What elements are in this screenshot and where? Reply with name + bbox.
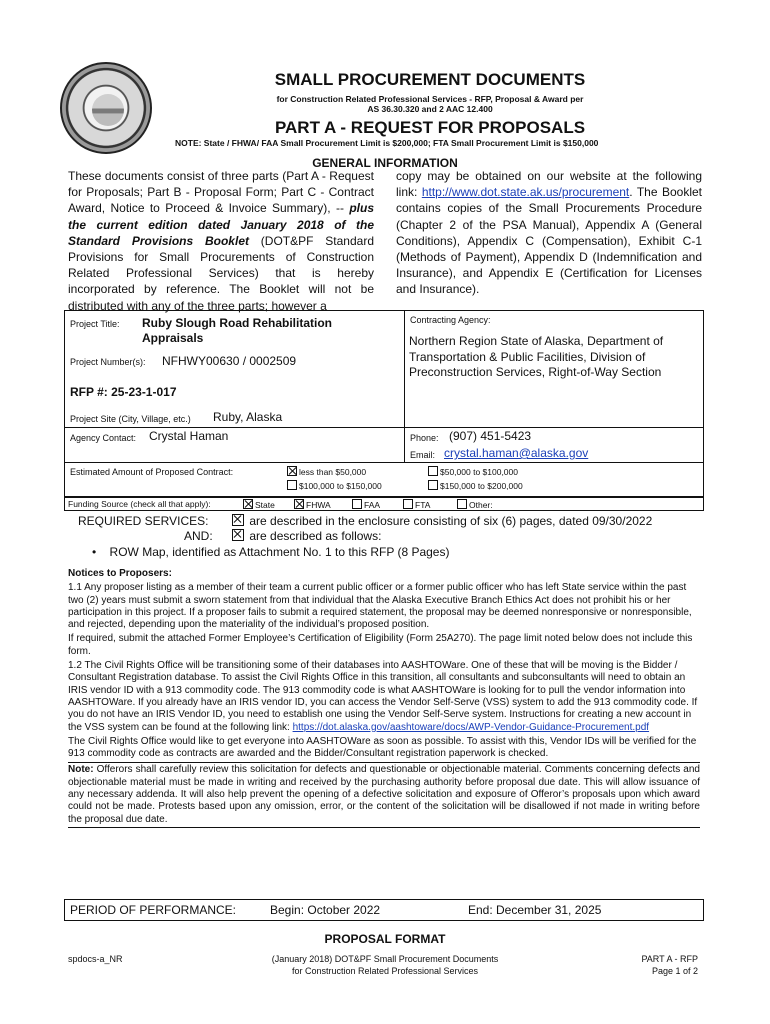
row-divider xyxy=(64,427,704,428)
project-number-label: Project Number(s): xyxy=(70,357,146,367)
project-title-value: Ruby Slough Road Rehabilitation xyxy=(142,316,332,330)
notice-paragraph: The Civil Rights Office would like to get everyone into AASHTOWare as soon as possible. To assist with this, Vendor IDs will be verified for the 913 commodity code as contracts are awarded and the Bidder/Consultant registration paperwork is checked. xyxy=(68,735,697,760)
agency-contact-value: Crystal Haman xyxy=(149,429,229,443)
funding-faa[interactable] xyxy=(352,499,380,510)
services-enclosure-text: are described in the enclosure consisting of six (6) pages, dated 09/30/2022 xyxy=(249,514,653,528)
procurement-link[interactable]: http://www.dot.state.ak.us/procurement xyxy=(421,185,630,200)
agency-contact-label: Agency Contact: xyxy=(70,433,137,443)
document-title: SMALL PROCUREMENT DOCUMENTS xyxy=(274,70,586,89)
checkbox[interactable] xyxy=(457,499,467,509)
part-title: PART A - REQUEST FOR PROPOSALS xyxy=(274,118,586,137)
funding-state[interactable] xyxy=(243,499,275,510)
services-enclosure[interactable] xyxy=(232,514,652,528)
general-info-right-column xyxy=(396,168,702,298)
notices-section xyxy=(68,568,700,828)
checkbox-checked[interactable] xyxy=(243,499,253,509)
estimate-option-4[interactable] xyxy=(428,480,523,491)
funding-option-label: State xyxy=(255,500,275,510)
checkbox[interactable] xyxy=(287,480,297,490)
estimate-option-3[interactable] xyxy=(287,480,382,491)
proposal-format-heading: PROPOSAL FORMAT xyxy=(324,932,446,946)
contracting-agency-value: Northern Region State of Alaska, Department of Transportation & Public Facilities, Division of Preconstruction Services, Right-of-Way Section xyxy=(409,334,664,379)
rfp-number: RFP #: 25-23-1-017 xyxy=(70,385,177,399)
service-bullet-text: ROW Map, identified as Attachment No. 1 to this RFP (8 Pages) xyxy=(109,545,450,559)
services-described[interactable] xyxy=(232,529,381,543)
vendor-guidance-link[interactable]: https://dot.alaska.gov/aashtoware/docs/AWP-Vendor-Guidance-Procurement.pdf xyxy=(292,721,650,733)
estimate-option-label: less than $50,000 xyxy=(299,467,367,477)
period-end: End: December 31, 2025 xyxy=(468,903,602,917)
project-title-value-2: Appraisals xyxy=(142,331,204,345)
row-divider xyxy=(64,462,704,463)
service-bullet: • ROW Map, identified as Attachment No. 1 to this RFP (8 Pages) xyxy=(92,545,450,559)
funding-option-label: Other: xyxy=(469,500,493,510)
checkbox[interactable] xyxy=(352,499,362,509)
checkbox[interactable] xyxy=(403,499,413,509)
offeror-note xyxy=(68,762,700,827)
general-info-left-column xyxy=(68,168,374,314)
checkbox-checked[interactable] xyxy=(232,514,244,526)
document-subtitle-2: AS 36.30.320 and 2 AAC 12.400 xyxy=(367,104,493,114)
general-text: . The Booklet contains copies of the Small Procurements Procedure (Chapter 2 of the PSA Manual), Appendix A (General Conditions), Appendix C (Compensation), Exhibit C-1 (Methods of Payment), Appendix D (Indemnification and Insurance), and Appendix E (Certification for Licenses and Insurance). xyxy=(396,185,702,297)
footer-center-1: (January 2018) DOT&PF Small Procurement Documents xyxy=(271,954,499,964)
period-label: PERIOD OF PERFORMANCE: xyxy=(70,903,237,917)
project-number-value: NFHWY00630 / 0002509 xyxy=(162,354,297,368)
general-text: These documents consist of three parts (Part A - Request for Proposals; Part B - Proposal Form; Part C - Contract Award, Notice to Proceed & Invoice Summary), -- xyxy=(68,169,374,216)
column-divider xyxy=(404,310,405,462)
checkbox-checked[interactable] xyxy=(232,529,244,541)
funding-fhwa[interactable] xyxy=(294,499,331,510)
email-label: Email: xyxy=(410,450,436,460)
funding-fta[interactable] xyxy=(403,499,430,510)
footer-center-2: for Construction Related Professional Services xyxy=(291,966,479,976)
checkbox-checked[interactable] xyxy=(287,466,297,476)
funding-source-label: Funding Source (check all that apply): xyxy=(68,499,211,509)
funding-option-label: FAA xyxy=(364,500,381,510)
and-label: AND: xyxy=(184,529,213,543)
general-information-heading: GENERAL INFORMATION xyxy=(312,156,458,170)
required-services-label: REQUIRED SERVICES: xyxy=(78,514,209,528)
project-site-value: Ruby, Alaska xyxy=(213,410,283,424)
email-link[interactable]: crystal.haman@alaska.gov xyxy=(444,446,589,460)
estimate-label: Estimated Amount of Proposed Contract: xyxy=(70,467,234,477)
footer-part: PART A - RFP xyxy=(641,954,698,964)
note-label: Note: xyxy=(68,764,94,776)
funding-option-label: FTA xyxy=(415,500,431,510)
estimate-option-label: $50,000 to $100,000 xyxy=(440,467,518,477)
notice-paragraph: 1.1 Any proposer listing as a member of their team a current public officer or a former public officer who has left State service within the past two (2) years must submit a sworn statement from that individual that the Alaska Executive Branch Ethics Act does not prohibit his or her participation in this project. If a proposer fails to submit a required statement, the proposal may be deemed nonresponsive or nonresponsible, and rejected, depending upon the materiality of the individual’s proposed position. xyxy=(68,582,692,631)
general-text: (DOT&PF Standard Provisions for Small Procurements of Construction Related Professional Services) that is hereby incorporated by reference. The Booklet will not be distributed with any of the three parts; however a xyxy=(68,233,374,313)
phone-value: (907) 451-5423 xyxy=(449,429,532,443)
general-emphasis: plus the current edition dated January 2018 of the Standard Provisions Booklet xyxy=(68,201,374,248)
phone-label: Phone: xyxy=(410,433,439,443)
general-text: copy may be obtained on our website at the following link: xyxy=(396,169,702,200)
procurement-limit-note: NOTE: State / FHWA/ FAA Small Procurement Limit is $200,000; FTA Small Procurement Limit is $150,000 xyxy=(175,138,599,148)
period-begin: Begin: October 2022 xyxy=(270,903,381,917)
services-described-text: are described as follows: xyxy=(249,529,382,543)
checkbox[interactable] xyxy=(428,466,438,476)
estimate-option-label: $100,000 to $150,000 xyxy=(299,481,382,491)
project-title-label: Project Title: xyxy=(70,319,120,329)
estimate-option-1[interactable] xyxy=(287,466,366,477)
contracting-agency-label: Contracting Agency: xyxy=(410,315,491,325)
footer-doc-id: spdocs-a_NR xyxy=(68,954,123,964)
document-subtitle-1: for Construction Related Professional Services - RFP, Proposal & Award per xyxy=(276,94,584,104)
notices-heading: Notices to Proposers: xyxy=(68,568,172,579)
checkbox[interactable] xyxy=(428,480,438,490)
funding-option-label: FHWA xyxy=(306,500,331,510)
notice-text: 1.2 The Civil Rights Office will be transitioning some of their databases into AASHTOWare. One of these that will be moving is the Bidder / Consultant Registration database. To assist the Civil Rights Office in this transition, all consultants and subconsultants will need to obtain an IRIS vendor ID with a 913 commodity code. The 913 commodity code is what AASHTOWare is looking for to pull the vendor information into AASHTOWare. If you already have an IRIS vendor ID, you can access the Vendor Self-Serve (VSS) system to add the 913 commodity code. If you do not have an IRIS Vendor ID, you need to establish one using the Vendor Self-Serve system. Instructions for creating a new account in the VSS system can be found at the following link: xyxy=(68,660,698,733)
footer-page-number: Page 1 of 2 xyxy=(651,966,698,976)
funding-other[interactable] xyxy=(457,499,493,510)
estimate-option-2[interactable] xyxy=(428,466,518,477)
estimate-option-label: $150,000 to $200,000 xyxy=(440,481,523,491)
checkbox-checked[interactable] xyxy=(294,499,304,509)
state-seal-logo xyxy=(60,62,152,154)
notice-paragraph: If required, submit the attached Former Employee’s Certification of Eligibility (Form 25A270). The page limit noted below does not include this form. xyxy=(68,633,693,657)
project-site-label: Project Site (City, Village, etc.) xyxy=(70,414,191,424)
note-text: Offerors shall carefully review this solicitation for defects and questionable or objectionable material. Comments concerning defects and objectionable material must be made in writing and received by the purchasing authority before proposal due date. This will allow issuance of any necessary addenda. It will also help prevent the opening of a defective solicitation and exposure of Offeror’s proposals upon which award could not be made. Protests based upon any omission, error, or the content of the solicitation will be disallowed if not made in writing before the proposal due date. xyxy=(68,764,700,825)
notice-paragraph xyxy=(68,660,700,734)
